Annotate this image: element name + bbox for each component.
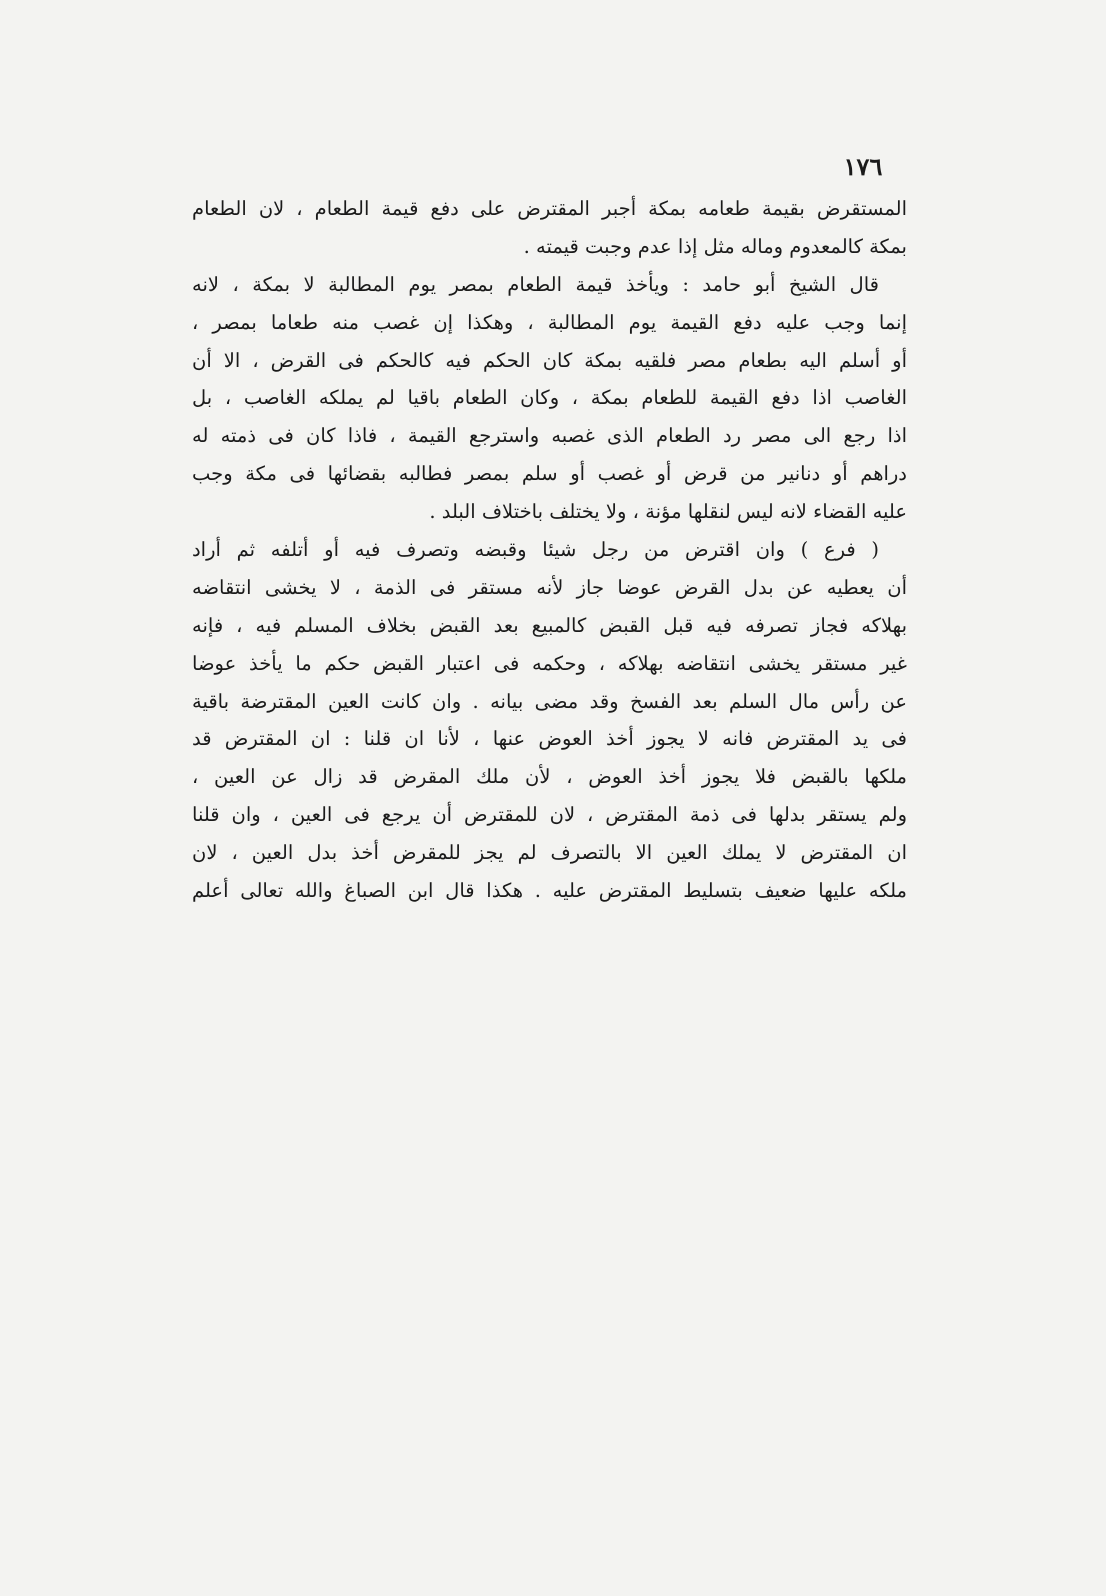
text-line: بمكة كالمعدوم وماله مثل إذا عدم وجبت قيمته . [523, 234, 907, 258]
text-line: عن رأس مال السلم بعد الفسخ وقد مضى بيانه . وان كانت العين المقترضة باقية [192, 689, 907, 713]
text-line: ( فرع ) وان اقترض من رجل شيئا وقبضه وتصرف فيه أو أتلفه ثم أراد [192, 538, 879, 562]
text-line: فى يد المقترض فانه لا يجوز أخذ العوض عنها ، لأنا ان قلنا : ان المقترض قد [192, 727, 907, 751]
text-line: ان المقترض لا يملك العين الا بالتصرف لم يجز للمقرض أخذ بدل العين ، لان [192, 841, 907, 865]
text-line: أو أسلم اليه بطعام مصر فلقيه بمكة كان الحكم فيه كالحكم فى القرض ، الا أن [192, 348, 907, 372]
text-line: ولم يستقر بدلها فى ذمة المقترض ، لان للمقترض أن يرجع فى العين ، وان قلنا [192, 803, 907, 827]
text-line: ملكها بالقبض فلا يجوز أخذ العوض ، لأن ملك المقرض قد زال عن العين ، [192, 765, 907, 789]
text-line: إنما وجب عليه دفع القيمة يوم المطالبة ، وهكذا إن غصب منه طعاما بمصر ، [192, 310, 907, 334]
text-line: اذا رجع الى مصر رد الطعام الذى غصبه واسترجع القيمة ، فاذا كان فى ذمته له [192, 424, 907, 448]
text-line: الغاصب اذا دفع القيمة للطعام بمكة ، وكان الطعام باقيا لم يملكه الغاصب ، بل [192, 386, 907, 410]
text-line: قال الشيخ أبو حامد : ويأخذ قيمة الطعام بمصر يوم المطالبة لا بمكة ، لانه [192, 272, 879, 296]
body-text [192, 190, 907, 910]
text-line: ملكه عليها ضعيف بتسليط المقترض عليه . هكذا قال ابن الصباغ والله تعالى أعلم [192, 879, 907, 903]
text-line: أن يعطيه عن بدل القرض عوضا جاز لأنه مستقر فى الذمة ، لا يخشى انتقاضه [192, 575, 907, 599]
text-line: المستقرض بقيمة طعامه بمكة أجبر المقترض على دفع قيمة الطعام ، لان الطعام [192, 197, 907, 220]
text-line: دراهم أو دنانير من قرض أو غصب أو سلم بمصر فطالبه بقضائها فى مكة وجب [192, 462, 907, 486]
text-line: بهلاكه فجاز تصرفه فيه قبل القبض كالمبيع بعد القبض بخلاف المسلم فيه ، فإنه [192, 613, 907, 637]
text-line: غير مستقر يخشى انتقاضه بهلاكه ، وحكمه فى اعتبار القبض حكم ما يأخذ عوضا [192, 651, 907, 675]
text-line: عليه القضاء لانه ليس لنقلها مؤنة ، ولا يختلف باختلاف البلد . [429, 500, 907, 524]
page-number: ١٧٦ [843, 152, 883, 181]
